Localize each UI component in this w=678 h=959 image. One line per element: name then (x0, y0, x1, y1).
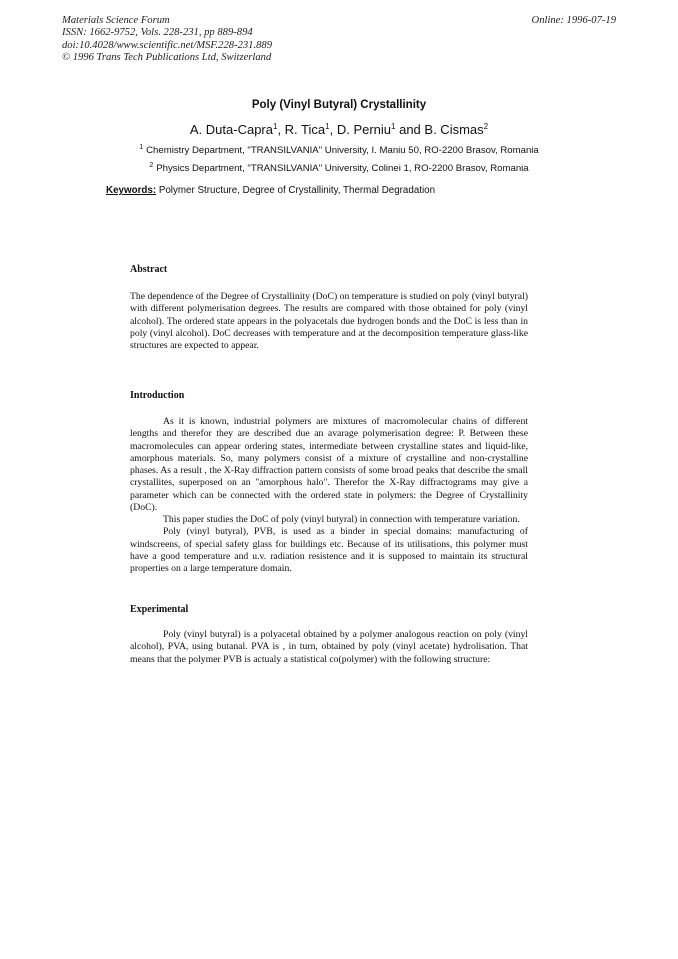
abstract-text (130, 291, 528, 352)
affiliation (0, 144, 678, 156)
journal-header (62, 15, 272, 65)
author-separator: , (329, 122, 337, 137)
abstract-paragraph: The dependence of the Degree of Crystallinity (DoC) on temperature is studied on poly (vinyl butyral) with different polymerisation degrees. The results are compared with those obtained for poly (vinyl alcohol). The ordered state appears in the polyacetals due hydrogen bonds and the DoC is less than in poly (vinyl alcohol). DoC decreases with temperature and at the decomposition temperature glass-like structures are expected to appear. (130, 291, 528, 351)
journal-issn: ISSN: 1662-9752, Vols. 228-231, pp 889-894 (62, 27, 253, 39)
author-affiliation-mark: 2 (483, 122, 489, 131)
paper-title: Poly (Vinyl Butyral) Crystallinity (251, 99, 427, 111)
keywords-text: Polymer Structure, Degree of Crystallinity, Thermal Degradation (158, 185, 436, 196)
author-name: R. Tica (284, 122, 326, 137)
affiliation-number: 2 (149, 162, 154, 169)
author-separator: , (277, 122, 285, 137)
online-date: Online: 1996-07-19 (531, 15, 616, 26)
author-name: D. Perniu (336, 122, 392, 137)
experimental-text (130, 629, 528, 666)
affiliation-text: Chemistry Department, "TRANSILVANIA" University, I. Maniu 50, RO-2200 Brasov, Romania (146, 145, 539, 156)
journal-doi[interactable]: doi:10.4028/www.scientific.net/MSF.228-231.889 (62, 39, 272, 51)
author-affiliation-mark: 1 (325, 122, 330, 131)
author-affiliation-mark: 1 (272, 122, 278, 131)
author-name: A. Duta-Capra (189, 122, 273, 137)
author-separator: and (395, 122, 425, 137)
author-list (0, 122, 678, 137)
paragraph: As it is known, industrial polymers are mixtures of macromolecular chains of different lengths and therefor they are described due an avarage polymerisation degree: P. Between these macromolecules can appear ordering states, intermediate between crystalline states and liquid-like, amorphous materials. So, many polymers consist of a mixture of crystalline and non-crystalline phases. As a result , the X-Ray diffraction pattern consists of some broad peaks that describe the small crystallites, superposed on an "amorphous halo". Therefor the X-Ray diffractograms may give a parameter which can be connected with the ordered state in polymers: the Degree of Crystallinity (DoC). (130, 416, 528, 513)
keywords (106, 185, 435, 196)
paragraph: This paper studies the DoC of poly (vinyl butyral) in connection with temperature variation. (163, 514, 520, 525)
paragraph: Poly (vinyl butyral) is a polyacetal obtained by a polymer analogous reaction on poly (vinyl alcohol), PVA, using butanal. PVA is , in turn, obtained by poly (vinyl acetate) hydrolisation. That means that the polymer PVB is actualy a statistical co(polymer) with the following structure: (130, 629, 528, 665)
experimental-heading: Experimental (130, 604, 189, 615)
introduction-text (130, 416, 528, 575)
affiliation (0, 162, 678, 174)
author-affiliation-mark: 1 (391, 122, 396, 131)
affiliation-text: Physics Department, "TRANSILVANIA" University, Colinei 1, RO-2200 Brasov, Romania (156, 163, 529, 174)
keywords-label: Keywords: (106, 185, 157, 196)
journal-copyright: © 1996 Trans Tech Publications Ltd, Switzerland (62, 52, 272, 64)
paragraph: Poly (vinyl butyral), PVB, is used as a binder in special domains: manufacturing of windscreens, of special safety glass for buildings etc. Because of its utilisations, this polymer must have a good temperature and u.v. radiation resistence and it is supposed to maintain its structural properties on a large temperature domain. (130, 526, 528, 574)
affiliation-number: 1 (139, 144, 144, 151)
introduction-heading: Introduction (130, 390, 185, 401)
author-name: B. Cismas (424, 122, 484, 137)
journal-name: Materials Science Forum (62, 15, 170, 26)
abstract-heading: Abstract (130, 264, 168, 275)
